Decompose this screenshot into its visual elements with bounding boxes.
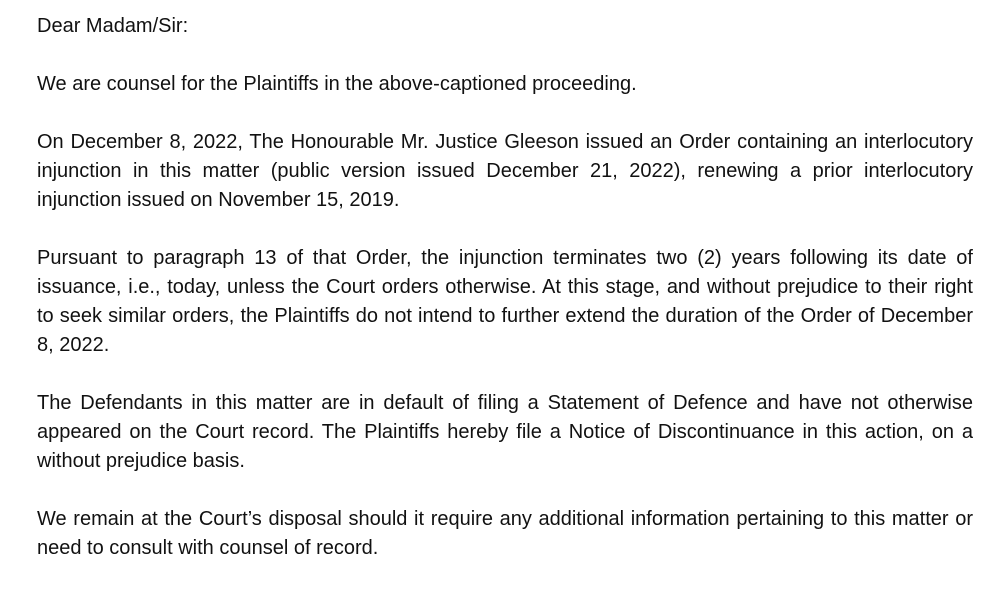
paragraph-counsel-intro: We are counsel for the Plaintiffs in the above-captioned proceeding. bbox=[37, 73, 637, 95]
paragraph-discontinuance: The Defendants in this matter are in default of filing a Statement of Defence and have not otherwise appeared on the Court record. The Plaintiffs hereby file a Notice of Discontinuance in this action, on a without prejudice basis. bbox=[37, 392, 973, 472]
salutation: Dear Madam/Sir: bbox=[37, 15, 189, 37]
paragraph-closing: We remain at the Court’s disposal should it require any additional information pertaining to this matter or need to consult with counsel of record. bbox=[37, 508, 973, 559]
letter-body bbox=[37, 12, 973, 563]
paragraph-injunction-termination: Pursuant to paragraph 13 of that Order, the injunction terminates two (2) years following its date of issuance, i.e., today, unless the Court orders otherwise. At this stage, and without prejudice to their right to seek similar orders, the Plaintiffs do not intend to further extend the duration of the Order of December 8, 2022. bbox=[37, 247, 973, 356]
paragraph-order-issued: On December 8, 2022, The Honourable Mr. Justice Gleeson issued an Order containing an interlocutory injunction in this matter (public version issued December 21, 2022), renewing a prior interlocutory injunction issued on November 15, 2019. bbox=[37, 131, 973, 211]
